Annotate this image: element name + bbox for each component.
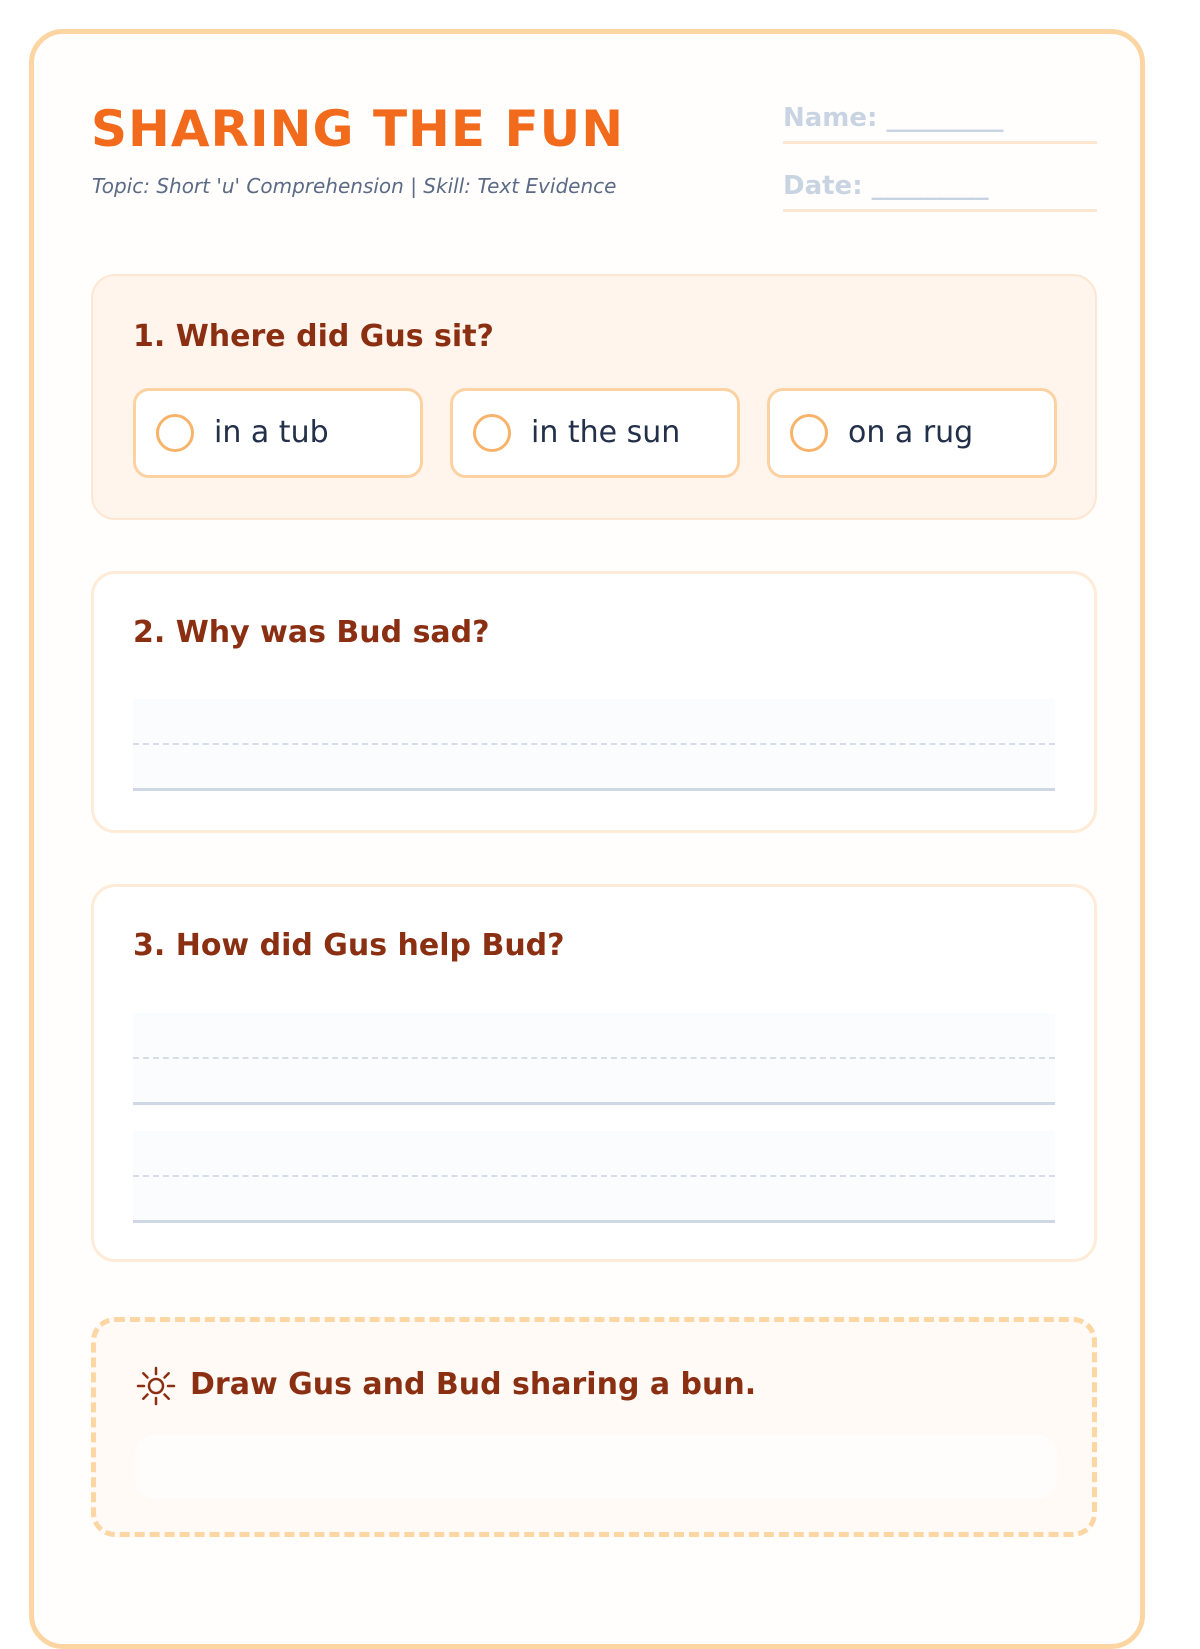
- sun-icon: [136, 1366, 176, 1406]
- name-field[interactable]: Name: _________: [783, 103, 1097, 144]
- answer-line[interactable]: [133, 699, 1055, 791]
- question-3-card: [91, 884, 1097, 1262]
- guide-line: [133, 1175, 1055, 1177]
- page-subtitle: Topic: Short 'u' Comprehension | Skill: Text Evidence: [92, 174, 617, 198]
- option-on-a-rug[interactable]: [767, 388, 1057, 478]
- question-2-text: 2. Why was Bud sad?: [133, 615, 490, 650]
- answer-line[interactable]: [133, 1013, 1055, 1105]
- option-in-the-sun[interactable]: [450, 388, 740, 478]
- question-1-text: 1. Where did Gus sit?: [133, 319, 494, 354]
- date-field[interactable]: Date: _________: [783, 171, 1097, 212]
- page-title: SHARING THE FUN: [91, 100, 625, 158]
- option-label: in a tub: [214, 415, 329, 450]
- question-1-card: [91, 274, 1097, 520]
- answer-line[interactable]: [133, 1131, 1055, 1223]
- drawing-area[interactable]: [135, 1435, 1057, 1499]
- option-in-a-tub[interactable]: [133, 388, 423, 478]
- guide-line: [133, 743, 1055, 745]
- worksheet: [29, 29, 1145, 1649]
- question-3-text: 3. How did Gus help Bud?: [133, 928, 565, 963]
- option-label: on a rug: [848, 415, 974, 450]
- guide-line: [133, 1057, 1055, 1059]
- option-label: in the sun: [531, 415, 681, 450]
- radio-button[interactable]: [473, 414, 511, 452]
- drawing-prompt: Draw Gus and Bud sharing a bun.: [190, 1367, 757, 1402]
- question-2-card: [91, 571, 1097, 833]
- radio-button[interactable]: [790, 414, 828, 452]
- drawing-card: [91, 1317, 1097, 1537]
- radio-button[interactable]: [156, 414, 194, 452]
